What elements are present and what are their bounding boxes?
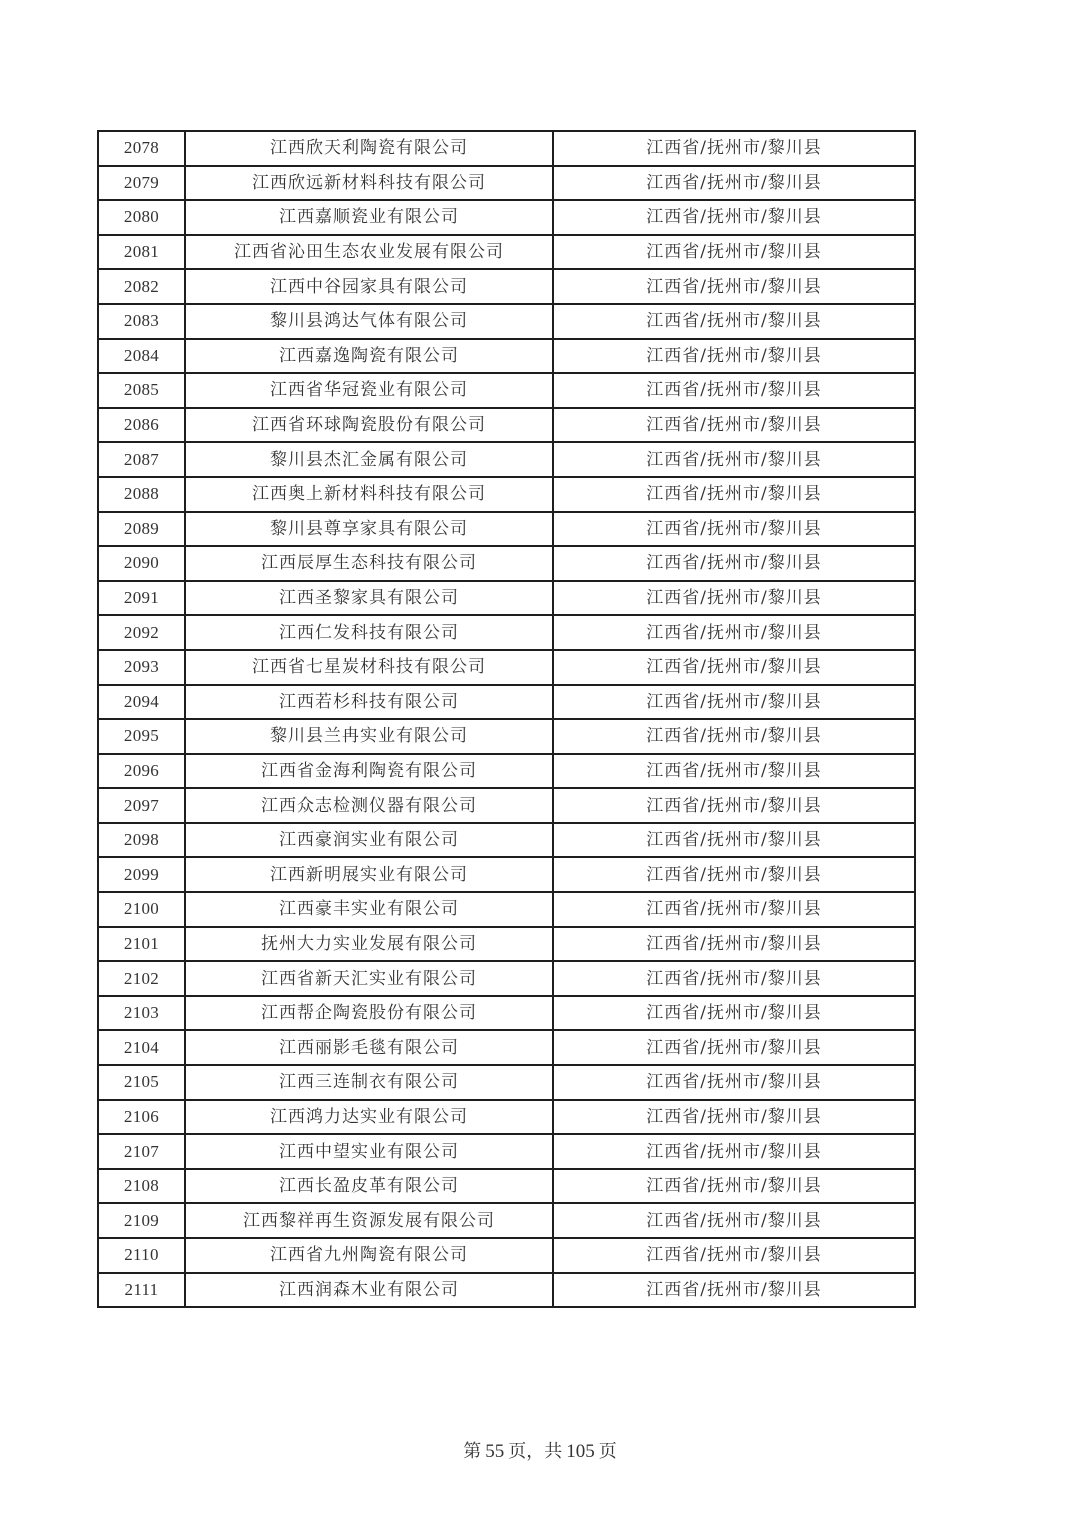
- table-row: [98, 1134, 915, 1169]
- table-row: [98, 1238, 915, 1273]
- row-number: 2102: [98, 961, 185, 996]
- company-name: 黎川县鸿达气体有限公司: [185, 304, 553, 339]
- company-name: 江西仁发科技有限公司: [185, 615, 553, 650]
- region-path: 江西省/抚州市/黎川县: [553, 754, 915, 789]
- row-number: 2096: [98, 754, 185, 789]
- table-row: [98, 200, 915, 235]
- table-row: [98, 650, 915, 685]
- row-number: 2108: [98, 1169, 185, 1204]
- total-pages-number: 105: [566, 1441, 595, 1462]
- row-number: 2111: [98, 1273, 185, 1308]
- region-path: 江西省/抚州市/黎川县: [553, 1030, 915, 1065]
- company-name: 江西帮企陶瓷股份有限公司: [185, 996, 553, 1031]
- company-name: 江西省九州陶瓷有限公司: [185, 1238, 553, 1273]
- company-name: 江西省沁田生态农业发展有限公司: [185, 235, 553, 270]
- region-path: 江西省/抚州市/黎川县: [553, 1238, 915, 1273]
- footer-page-unit: 页，: [508, 1441, 545, 1462]
- region-path: 江西省/抚州市/黎川县: [553, 685, 915, 720]
- row-number: 2080: [98, 200, 185, 235]
- row-number: 2100: [98, 892, 185, 927]
- row-number: 2091: [98, 581, 185, 616]
- footer-prefix: 第: [463, 1441, 482, 1462]
- table-row: [98, 1203, 915, 1238]
- row-number: 2079: [98, 166, 185, 201]
- region-path: 江西省/抚州市/黎川县: [553, 1203, 915, 1238]
- company-name: 江西欣远新材料科技有限公司: [185, 166, 553, 201]
- company-name: 江西中谷园家具有限公司: [185, 269, 553, 304]
- table-row: [98, 754, 915, 789]
- table-row: [98, 996, 915, 1031]
- table-row: [98, 857, 915, 892]
- company-name: 江西豪丰实业有限公司: [185, 892, 553, 927]
- row-number: 2104: [98, 1030, 185, 1065]
- table-row: [98, 512, 915, 547]
- table-row: [98, 1065, 915, 1100]
- row-number: 2105: [98, 1065, 185, 1100]
- region-path: 江西省/抚州市/黎川县: [553, 615, 915, 650]
- row-number: 2078: [98, 131, 185, 166]
- company-name: 江西省环球陶瓷股份有限公司: [185, 408, 553, 443]
- region-path: 江西省/抚州市/黎川县: [553, 512, 915, 547]
- company-name: 江西省金海利陶瓷有限公司: [185, 754, 553, 789]
- region-path: 江西省/抚州市/黎川县: [553, 304, 915, 339]
- region-path: 江西省/抚州市/黎川县: [553, 719, 915, 754]
- company-name: 黎川县尊享家具有限公司: [185, 512, 553, 547]
- table-row: [98, 685, 915, 720]
- current-page-number: 55: [485, 1441, 505, 1462]
- row-number: 2089: [98, 512, 185, 547]
- table-row: [98, 1030, 915, 1065]
- row-number: 2097: [98, 788, 185, 823]
- company-name: 江西三连制衣有限公司: [185, 1065, 553, 1100]
- table-row: [98, 892, 915, 927]
- region-path: 江西省/抚州市/黎川县: [553, 477, 915, 512]
- table-row: [98, 269, 915, 304]
- table-row: [98, 442, 915, 477]
- row-number: 2109: [98, 1203, 185, 1238]
- company-name: 江西长盈皮革有限公司: [185, 1169, 553, 1204]
- region-path: 江西省/抚州市/黎川县: [553, 269, 915, 304]
- company-name: 江西黎祥再生资源发展有限公司: [185, 1203, 553, 1238]
- footer-total-unit: 页: [598, 1441, 617, 1462]
- company-name: 江西奥上新材料科技有限公司: [185, 477, 553, 512]
- row-number: 2093: [98, 650, 185, 685]
- region-path: 江西省/抚州市/黎川县: [553, 788, 915, 823]
- row-number: 2082: [98, 269, 185, 304]
- company-name: 江西欣天利陶瓷有限公司: [185, 131, 553, 166]
- company-name: 黎川县兰冉实业有限公司: [185, 719, 553, 754]
- region-path: 江西省/抚州市/黎川县: [553, 235, 915, 270]
- table-row: [98, 408, 915, 443]
- row-number: 2090: [98, 546, 185, 581]
- region-path: 江西省/抚州市/黎川县: [553, 927, 915, 962]
- row-number: 2106: [98, 1100, 185, 1135]
- region-path: 江西省/抚州市/黎川县: [553, 581, 915, 616]
- table-row: [98, 961, 915, 996]
- table-row: [98, 1100, 915, 1135]
- company-name: 江西辰厚生态科技有限公司: [185, 546, 553, 581]
- company-name: 江西众志检测仪器有限公司: [185, 788, 553, 823]
- row-number: 2099: [98, 857, 185, 892]
- table-row: [98, 373, 915, 408]
- table-row: [98, 477, 915, 512]
- region-path: 江西省/抚州市/黎川县: [553, 1169, 915, 1204]
- row-number: 2110: [98, 1238, 185, 1273]
- row-number: 2084: [98, 339, 185, 374]
- table-row: [98, 339, 915, 374]
- row-number: 2081: [98, 235, 185, 270]
- region-path: 江西省/抚州市/黎川县: [553, 339, 915, 374]
- row-number: 2101: [98, 927, 185, 962]
- company-list-table: [97, 130, 916, 1308]
- row-number: 2098: [98, 823, 185, 858]
- company-name: 抚州大力实业发展有限公司: [185, 927, 553, 962]
- table-row: [98, 546, 915, 581]
- row-number: 2086: [98, 408, 185, 443]
- region-path: 江西省/抚州市/黎川县: [553, 823, 915, 858]
- region-path: 江西省/抚州市/黎川县: [553, 200, 915, 235]
- company-name: 江西嘉顺瓷业有限公司: [185, 200, 553, 235]
- company-name: 江西省新天汇实业有限公司: [185, 961, 553, 996]
- row-number: 2094: [98, 685, 185, 720]
- region-path: 江西省/抚州市/黎川县: [553, 996, 915, 1031]
- row-number: 2095: [98, 719, 185, 754]
- company-name: 江西豪润实业有限公司: [185, 823, 553, 858]
- region-path: 江西省/抚州市/黎川县: [553, 892, 915, 927]
- region-path: 江西省/抚州市/黎川县: [553, 408, 915, 443]
- table-body: [98, 131, 915, 1307]
- table-row: [98, 304, 915, 339]
- table-row: [98, 788, 915, 823]
- company-name: 江西圣黎家具有限公司: [185, 581, 553, 616]
- row-number: 2085: [98, 373, 185, 408]
- company-name: 江西鸿力达实业有限公司: [185, 1100, 553, 1135]
- row-number: 2083: [98, 304, 185, 339]
- footer-total-prefix: 共: [544, 1441, 563, 1462]
- row-number: 2103: [98, 996, 185, 1031]
- table-row: [98, 823, 915, 858]
- page-footer: [0, 1437, 1080, 1463]
- region-path: 江西省/抚州市/黎川县: [553, 650, 915, 685]
- region-path: 江西省/抚州市/黎川县: [553, 1273, 915, 1308]
- company-name: 江西丽影毛毯有限公司: [185, 1030, 553, 1065]
- table-row: [98, 166, 915, 201]
- region-path: 江西省/抚州市/黎川县: [553, 546, 915, 581]
- region-path: 江西省/抚州市/黎川县: [553, 442, 915, 477]
- region-path: 江西省/抚州市/黎川县: [553, 166, 915, 201]
- company-name: 江西若杉科技有限公司: [185, 685, 553, 720]
- region-path: 江西省/抚州市/黎川县: [553, 1134, 915, 1169]
- table-row: [98, 235, 915, 270]
- company-name: 江西省华冠瓷业有限公司: [185, 373, 553, 408]
- region-path: 江西省/抚州市/黎川县: [553, 961, 915, 996]
- company-name: 江西润森木业有限公司: [185, 1273, 553, 1308]
- table-row: [98, 1169, 915, 1204]
- region-path: 江西省/抚州市/黎川县: [553, 131, 915, 166]
- region-path: 江西省/抚州市/黎川县: [553, 1065, 915, 1100]
- company-name: 江西新明展实业有限公司: [185, 857, 553, 892]
- company-name: 江西省七星炭材科技有限公司: [185, 650, 553, 685]
- table-row: [98, 1273, 915, 1308]
- row-number: 2088: [98, 477, 185, 512]
- region-path: 江西省/抚州市/黎川县: [553, 1100, 915, 1135]
- table-row: [98, 131, 915, 166]
- company-name: 江西中望实业有限公司: [185, 1134, 553, 1169]
- table-row: [98, 719, 915, 754]
- region-path: 江西省/抚州市/黎川县: [553, 857, 915, 892]
- company-name: 黎川县杰汇金属有限公司: [185, 442, 553, 477]
- region-path: 江西省/抚州市/黎川县: [553, 373, 915, 408]
- row-number: 2087: [98, 442, 185, 477]
- row-number: 2107: [98, 1134, 185, 1169]
- company-name: 江西嘉逸陶瓷有限公司: [185, 339, 553, 374]
- table-row: [98, 927, 915, 962]
- table-row: [98, 581, 915, 616]
- table-row: [98, 615, 915, 650]
- row-number: 2092: [98, 615, 185, 650]
